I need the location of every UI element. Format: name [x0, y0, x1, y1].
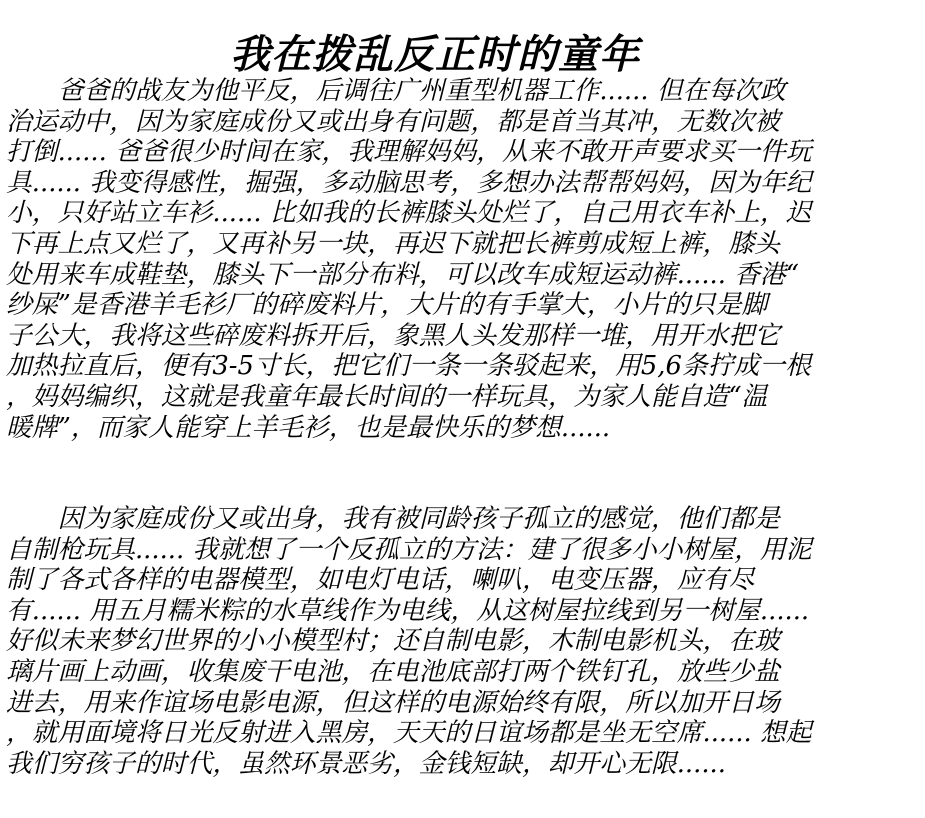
text-line: 打倒...... 爸爸很少时间在家，我理解妈妈，从来不敢开声要求买一件玩: [6, 137, 812, 168]
text-line: ，就用面境将日光反射进入黑房，天天的日谊场都是坐无空席...... 想起: [6, 718, 812, 749]
paragraph-2: [6, 504, 918, 779]
text-line: 因为家庭成份又或出身，我有被同龄孩子孤立的感觉，他们都是: [6, 504, 780, 534]
text-line: 下再上点又烂了，又再补另一块，再迟下就把长裤剪成短上裤，膝头: [6, 228, 780, 259]
text-line: 子公大，我将这些碎废料拆开后，象黑人头发那样一堆，用开水把它: [6, 320, 780, 351]
text-line: 进去，用来作谊场电影电源，但这样的电源始终有限，所以加开日场: [6, 687, 780, 718]
text-line: 爸爸的战友为他平反，后调往广州重型机器工作...... 但在每次政: [6, 76, 786, 106]
text-line: 好似未来梦幻世界的小小模型村；还自制电影，木制电影机头，在玻: [6, 626, 780, 657]
text-line: 璃片画上动画，收集废干电池，在电池底部打两个铁钉孔，放些少盐: [6, 656, 780, 687]
text-line: 小，只好站立车衫...... 比如我的长裤膝头处烂了，自己用衣车补上，迟: [6, 198, 812, 229]
document-title: 我在拨乱反正时的童年: [230, 30, 640, 78]
text-line: 具...... 我变得感性，掘强，多动脑思考，多想办法帮帮妈妈，因为年纪: [6, 167, 812, 198]
paragraph-1: [6, 76, 918, 443]
text-line: 加热拉直后，便有3-5寸长，把它们一条一条驳起来，用5,6条拧成一根: [6, 351, 811, 382]
text-line: 自制枪玩具...... 我就想了一个反孤立的方法：建了很多小小树屋，用泥: [6, 534, 812, 565]
text-line: 制了各式各样的电器模型，如电灯电话，喇叭，电变压器，应有尽: [6, 565, 755, 596]
text-line: 有...... 用五月糯米粽的水草线作为电线，从这树屋拉线到另一树屋......: [6, 595, 810, 626]
text-line: ，妈妈编织，这就是我童年最长时间的一样玩具，为家人能自造“温: [6, 381, 768, 412]
text-line: 我们穷孩子的时代，虽然环景恶劣，金钱短缺，却开心无限......: [6, 748, 726, 779]
text-line: 治运动中，因为家庭成份又或出身有问题，都是首当其冲，无数次被: [6, 106, 780, 137]
text-line: 纱屎”是香港羊毛衫厂的碎废料片，大片的有手掌大，小片的只是脚: [6, 290, 768, 321]
text-line: 处用来车成鞋垫，膝头下一部分布料，可以改车成短运动裤...... 香港“: [6, 259, 799, 290]
text-line: 暖牌”，而家人能穿上羊毛衫，也是最快乐的梦想......: [6, 412, 611, 443]
